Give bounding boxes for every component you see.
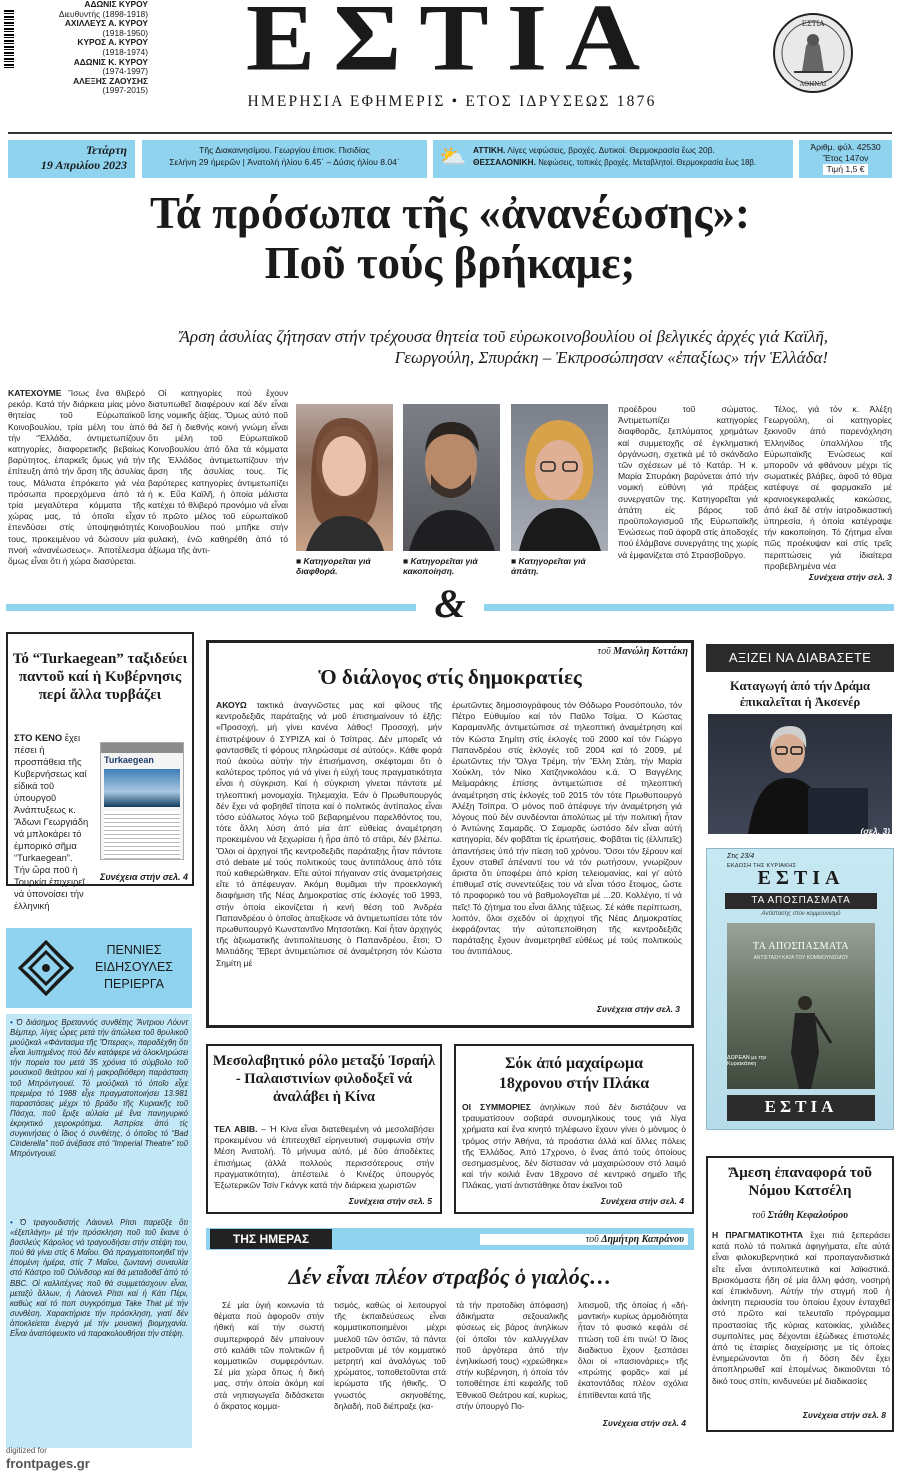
founder-role: Διευθυντής (1898-1918) — [58, 8, 148, 19]
founder-role: (1974-1997) — [102, 66, 148, 77]
moon-text: Σελήνη 29 ἡμερῶν | Ἀνατολή ἡλίου 6.45΄ – Δύσις ἡλίου 8.04΄ — [169, 157, 400, 167]
promo-tagline: ΕΚΔΟΣΗ ΤΗΣ ΚΥΡΙΑΚΗΣ — [727, 863, 797, 869]
promo-free-label: ΔΩΡΕΑΝ με την Κυριακάτικη — [727, 1055, 767, 1067]
lead-headline-2: Ποῦ τούς βρήκαμε; — [264, 238, 636, 288]
tis-imeras-headline: Δέν εἶναι πλέον στραβός ὁ γιαλός… — [288, 1264, 612, 1289]
caption-kaili — [296, 556, 393, 576]
day-label: Τετάρτη — [85, 143, 127, 157]
plaka-continue: Συνέχεια στήν σελ. 4 — [600, 1196, 684, 1206]
tis-imeras-label: ΤΗΣ ΗΜΕΡΑΣ — [232, 1232, 310, 1246]
promo-book — [706, 848, 894, 1130]
katseli-lead: Η ΠΡΑΓΜΑΤΙΚΟΤΗΤΑ — [712, 1230, 804, 1240]
dialogue-byline — [500, 646, 688, 657]
promo-book-title: ΤΑ ΑΠΟΣΠΑΣΜΑΤΑ — [752, 941, 850, 952]
plaka-text — [462, 1102, 686, 1192]
dialogue-col-1 — [216, 700, 442, 1010]
axizei-headline: Καταγωγή ἀπό τήν Δράμα ἐπικαλεῖται ἡ Ἀκσενέρ — [730, 679, 870, 709]
turkaegean-text — [14, 732, 90, 911]
dialogue-author: Μανώλη Κοττάκη — [613, 646, 688, 657]
pennies-title-1: ΠΕΝΝΙΕΣ — [106, 943, 162, 957]
mideast-headline: Μεσολαβητικό ρόλο μεταξύ Ἰσραήλ - Παλαιστινίων φιλοδοξεῖ νά ἀναλάβει ἡ Κίνα — [212, 1053, 436, 1105]
promo-banner: ΤΑ ΑΠΟΣΠΑΣΜΑΤΑ — [751, 895, 851, 906]
pennies-item-2-text: Ὁ τραγουδιστής Λάιονελ Ρίτσι παρεῦξε ὅτι «ἐξεπλάγη» μέ τήν πρόσκληση ποῦ τοῦ ἔκανε ὁ βασιλεύς Κάρολος νά τραγουδήσει στήν στέψη του, πού θά γίνει στίς 6 Μαΐου. Θά πραγματοποιηθεῖ τήν ἑπομένη ἡμέρα, στίς 7 Μαΐου, ζωντανή συναυλία στό Κάστρο τοῦ Οὐίνδσορ καί θά μεταδοθεῖ ἀπό τό BBC. Οἱ καλλιτέχνες ποῦ θά συμμετάσχουν εἶναι, μεταξύ ἄλλων, ἡ Λάιονελ Ρίτσι καί ἡ Κάτι Πέρι, καθώς καί τό ποπ συγκρότημα Take That μέ τήν συνθέση. Χαρακτήρισε τήν πρόσκληση, γιατί δέν ἀποκλείεται ἐνεργά μέ τήν μουσική βιομηχανία. Εἶναι ἀναπόφευκτο νά παρακολουθήσει τήν στέψη. — [10, 1218, 188, 1339]
promo-book-sub: ΑΝΤΙΣΤΑΣΗ ΚΑΤΑ ΤΟΥ ΚΟΜΜΟΥΝΙΣΜΟΥ — [753, 955, 849, 961]
axizei-ref: (σελ. 3) — [860, 826, 890, 836]
masthead-subtitle: ΗΜΕΡΗΣΙΑ ΕΦΗΜΕΡΙΣ • ΕΤΟΣ ΙΔΡΥΣΕΩΣ 1876 — [247, 93, 657, 110]
lead-continue: Συνέχεια στήν σελ. 3 — [808, 572, 892, 582]
soldier-illustration — [775, 993, 835, 1089]
photo-spyraki — [511, 404, 608, 551]
mideast-body: – Ἡ Κίνα εἶναι διατεθειμένη νά μεσολαβήσει προκειμένου νά ἐπιτευχθεῖ εἰρηνευτική συμφωνία στήν Μέση Ἀνατολή. Τό μήνυμα αὐτό, μέ δύο ἀποδέκτες ἐπισήμως (ἀλλά πολλούς περισσότερους στήν πραγματικότητα), ἀπέστειλε ὁ Κινέζος ὑπουργός Ἐξωτερικῶν Τσίν Γκάνγκ κατά τήν διάρκεια χωριστῶν — [214, 1124, 434, 1191]
caption-spyraki-text: Κατηγορεῖται γιά ἀπάτη. — [511, 556, 586, 576]
dialogue-col-1-text: τακτικά ἀναγνῶστες μας καί φίλους τῆς κεντροδεξιᾶς παράταξης νά μοῦ ἐπισημαίνουν τό ἑξῆς: «Προσοχή, μή γίνει κανένα λάθος! Προσοχή, μήν ἐπιστρέψουν ὁ ΣΥΡΙΖΑ καί ὁ Τσίπρας. Δέν μπορεῖς νά φαντασθεῖς τί φόρους πληρώσαμε σέ αὐτούς». Κάθε φορά πού ἀκούω αὐτήν τήν ἐπισήμανση, σκέφτομαι ὅτι ὁ καλύτερος τρόπος γιά νά γίνει ἡ εὐχή τους πραγματικότητα εἶναι ἡ σύγκριση. Καί ἡ σύγκριση γίνεται πάντοτε μέ τηλεοπτική μονομαχία. Τηλεμαχία. Ἐάν ὁ Πρωθυπουργός δέν ἔχει νά φοβηθεῖ τίποτα καί ὁ πολιτικός ἀντίπαλος εἶναι τόσο εὐάλωτος λόγω τοῦ βεβαρημένου παρελθόντος του, τότε ἄλλη λύση ἀπό μία ἀπ' εὐθείας ἀναμέτρηση προκειμένου νά ξεχωρίσει ἡ ἦρα ἀπό τό στάρι, δέν βλέπω. Ὅλοι οἱ ἀρχηγοί τῆς κεντροδεξιᾶς παράταξης ἦταν πάντοτε στό debate μέ τούς πολιτικούς τους ἀντιπάλους ἀπό τότε πού καθιερώθηκαν. Εἴτε αὐτοί πήγαιναν στίς ἀναμετρήσεις εἴτε τό ἀπέφευγαν. Ἀκόμη θυμᾶμαι τήν προεκλογική διαφήμιση τῆς Νέας Δημοκρατίας στίς ἐκλογές τοῦ 1993, στήν ὁποία εἰκονίζεται ἡ κενή θέση τοῦ Ἀνδρέα Παπανδρέου ὁ ὁποῖος ἀπαξίωσε νά ἀντιμετωπίσει τότε τόν πρωθυπουργό Κωνσταντῖνο Μητσοτάκη. Καί ἦταν ἀρχηγός τῆς ἀξιωματικῆς ἀντιπολίτευσης ὁ Παπανδρέου, ἔτσι; Ὁ Μιλτιάδης Ἔβερτ ἀντιμετώπισε σέ ἀναμέτρηση τόν Κώστα Σημίτη μέ — [216, 700, 442, 968]
turkaegean-brochure — [100, 742, 184, 860]
dialogue-col-2: ἐρωτῶντες δημοσιογράφους τόν Θόδωρο Ρουσόπουλο, τόν Πέτρο Εὐθυμίου καί τόν Παῦλο Τσίμα. Ὁ Κώστας Καραμανλῆς ἀντιμετώπισε σέ τηλεοπτική ἀναμέτρηση καί τόν Κώστα Σημίτη στίς ἐκλογές τοῦ 2000 καί τόν Γιώργο Παπανδρέου στίς ἐκλογές τοῦ 2004 καί τό 2009, μέ ἐρωτῶντες τήν Ὄλγα Τρέμη, τήν Ἔλλη Στάη, τήν Μαρία Χούκλη, τόν Νίκο Χατζηνικολάου κ.ά. Ὁ Βαγγέλης Μεϊμαράκης ἐπίσης ἀντιμετώπισε σέ τηλεοπτική ἀναμέτρηση στίς ἐκλογές τοῦ 2015 τόν τότε Πρωθυπουργό Ἀλέξη Τσίπρα. Ὁ μόνος ποῦ ἀπέφυγε τήν ἀναμέτρηση γιά λόγους πού δέν συνδέονται ἀπολύτως μέ τήν πολιτική ἦταν ὁ Ἀντώνης Σαμαρᾶς. Ὁ Σαμαρᾶς ὡστόσο δέν εἶναι αὐτή κατηγορία, δέν φοβᾶται τίς ἐρωτήσεις. Φοβᾶται τίς (ἐλλιπεῖς) ἀπαντήσεις ὑπό τήν πίεση τοῦ χρόνου. Ὅσοι τόν ξέρουν καί ἔχουν σταθεῖ ἀπέναντί του νά τόν ρωτήσουν, γνωρίζουν ἄριστα ὅτι ὑποφέρει ἀπό κρίση τελειομανίας, καί γι' αὐτό ἐπιθυμεῖ στίς συνεντεύξεις του νά εἶναι τόσο ἔτοιμος, ὥστε τό προφορικό του νά βαθμολογεῖται μέ ...20. Κολλέγιο, τί νά πεῖς! Τό ζήτημα του εἶναι ἄλλης τάξεως. Σέ κάθε περίπτωση, λοιπόν, ὅλοι σχεδόν οἱ ἀρχηγοί τῆς Νέας Δημοκρατίας ἐκφράζοντας τήν αὐτοπεποίθηση τῆς κεντροδεξιᾶς παράταξης ἔχουν ἀναμετρηθεῖ εὐθέως μέ τούς πολιτικούς του ἀντιπάλους. — [452, 700, 682, 957]
katseli-author: Στάθη Κεφαλούρου — [767, 1210, 848, 1221]
tis-imeras-byline-prefix: τοῦ — [585, 1234, 599, 1245]
turkaegean-body: ἔχει πέσει ἡ προσπάθεια τῆς Κυβερνήσεως καί εἰδικά τοῦ ὑπουργοῦ Ἀνάπτυξεως κ. Ἄδωνι Γεωργιάδη νά μπλοκάρει τό ἐμπορικό σῆμα “Turkaegean”. Τήν ὥρα ποῦ ἡ Τουρκία ἐπιχειρεῖ νά ὑπονοίσει τήν ἑλληνική — [14, 732, 89, 911]
footer-digitized: digitized for — [6, 1446, 47, 1455]
lead-subhead: Ἄρση ἀσυλίας ζήτησαν στήν τρέχουσα θητεία τοῦ εὐρωκοινοβουλίου οἱ βελγικές ἀρχές γιά Καϊλῆ, Γεωργούλη, Σπυράκη – Ἐκπροσώπησαν «ἐπαξίως» τήν Ἑλλάδα! — [179, 327, 828, 367]
caption-spyraki — [511, 556, 608, 576]
lead-col-3: προέδρου τοῦ σώματος. Ἀντιμετωπίζει κατηγορίες διαφθορᾶς, ξεπλύματος χρημάτων καί συμμετοχῆς σέ ἐγκληματική ὀργάνωση, σχετικά μέ τό σκάνδαλο τῶν σχέσεων μέ τό Κατάρ. Ἡ κ. Μαρία Σπυράκη βαρύνεται ἀπό τήν νομική εὐθύνη γιά πράξεις συνεργατῶν της. Κατηγορεῖται γιά ἀπάτη εἰς βάρος τοῦ προϋπολογισμοῦ τῆς Εὐρωπαϊκῆς Ἑνώσεως ποῦ ἀφορᾶ στίς ἀποδοχές πού ἐλάμβανε συνεργάτης της χωρίς νά ἐμφανίζεται στό Στρασβοῦργο. — [618, 404, 758, 560]
founder-name: ΑΔΩΝΙΣ ΚΥΡΟΥ — [84, 0, 148, 9]
tis-imeras-continue: Συνέχεια στήν σελ. 4 — [602, 1418, 686, 1428]
turkaegean-headline: Τό “Turkaegean” ταξιδεύει παντοῦ καί ἡ Κυβέρνησις περί ἄλλα τυρβάζει — [12, 651, 188, 703]
almanac-box — [142, 140, 427, 178]
year-label: Ἔτος 147ον — [822, 153, 869, 163]
lead-headline-1: Τά πρόσωπα τῆς «ἀνανέωσης»: — [149, 188, 750, 238]
saints-text: Τῆς Διακαινησίμου. Γεωργίου ἐπισκ. Πισιδίας — [199, 145, 370, 155]
caption-georgoulis — [403, 556, 503, 576]
plaka-lead: ΟΙ ΣΥΜΜΟΡΙΕΣ — [462, 1102, 531, 1112]
dialogue-continue: Συνέχεια στήν σελ. 3 — [596, 1004, 680, 1014]
weather-thess: Νεφώσεις, τοπικές βροχές. Μεταβλητοί. Θερμοκρασία ἕως 18β. — [538, 158, 757, 167]
promo-paper-name: ΕΣΤΙΑ — [757, 867, 845, 889]
square-bullet-icon: ■ — [296, 556, 302, 566]
pennies-header — [6, 928, 192, 1008]
katseli-byline-prefix: τοῦ — [752, 1210, 766, 1221]
date-label: 19 Απριλίου 2023 — [40, 158, 127, 172]
lead-col-4: Τέλος, γιά τόν κ. Ἀλέξη Γεωργούλη, οἱ κατηγορίες ξεκινοῦν ἀπό παρενόχληση Ἑλληνίδος ὑπαλλήλου τῆς Εὐρωπαϊκῆς Ἑνώσεως καί μποροῦν νά φθάνουν μέχρι τίς σωματικές βλάβες, ἀφοῦ τό θῦμα κατέφυγε σέ φαρμακεῖο μέ κρανιοεγκεφαλικές κακώσεις, ἀπό ἐκεῖ δέ στήν ἰατροδικαστική ὑπηρεσία, ἡ ὁποία κατέγραψε τήν κακοποίηση. Τό ζήτημα εἶναι πῶς προέκυψαν καί στίς τρεῖς περιπτώσεις γιά ἰδιαίτερα προβεβλημένα νέα — [764, 404, 892, 571]
lead-col1-lead: ΚΑΤΕΧΟΥΜΕ — [8, 388, 62, 398]
turkaegean-lead: ΣΤΟ ΚΕΝΟ — [14, 732, 63, 743]
dialogue-lead: ΑΚΟΥΩ — [216, 700, 247, 710]
ampersand-divider: & — [434, 581, 466, 626]
pennies-item-2 — [10, 1218, 188, 1444]
founder-name: ΚΥΡΟΣ Α. ΚΥΡΟΥ — [77, 37, 148, 48]
tis-imeras-col-1: Σέ μία ὑγιή κοινωνία τά θέματα πού ἀφοροῦν στήν ἠθική καί τήν σωστή συμπεριφορά δέν μπαίνουν στό καλάθι τῶν πολιτικῶν ἤ κομματικῶν συμφερόντων. Σέ μία χώρα ὅπως ἡ δική μας, στήν ὁποία ἀκόμη καί στά νηπιαγωγεῖα διδάσκεται ὁ ἄκρατος κομμα- — [214, 1300, 324, 1411]
top-rule — [8, 132, 892, 134]
dialogue-headline: Ὁ διάλογος στίς δημοκρατίες — [318, 665, 582, 689]
photo-kaili — [296, 404, 393, 551]
pennies-title-2: ΕΙΔΗΣΟΥΛΕΣ — [94, 960, 174, 974]
ornament-icon — [16, 938, 76, 998]
seal-logo — [772, 12, 854, 94]
brochure-label: Turkaegean — [104, 755, 154, 765]
partly-cloudy-icon: ⛅ — [439, 144, 467, 169]
katseli-byline — [714, 1210, 886, 1221]
promo-date: Στις 23/4 — [727, 853, 755, 860]
mideast-lead: ΤΕΛ ΑΒΙΒ. — [214, 1124, 258, 1134]
pennies-item-1 — [10, 1018, 188, 1214]
tis-imeras-col-3: τά τήν προτοδίκη ἀπόφαση) ἀδικήματα σεξουαλικῆς φύσεως εἰς βάρος ἀνηλίκων (οἱ ὁποῖοι τόν καλλιγγέλαν ποῦ ἀργότερα ἀπό τήν ἐνηλικίωσή τους) «χρεώθηκε» στήν κυβέρνηση, ἡ ὁποία τόν τοποθέτησε ἐπί κεφαλῆς τοῦ Ἐθνικοῦ Θεάτρου καί, κυρίως, στήν ὑπουργό Πο- — [456, 1300, 568, 1411]
promo-subtitle: Αντίστασης στον κομμουνισμό — [761, 911, 841, 917]
founder-name: ΑΛΕΞΗΣ ΖΑΟΥΣΗΣ — [73, 75, 148, 86]
mideast-continue: Συνέχεια στήν σελ. 5 — [348, 1196, 432, 1206]
tis-imeras-col-2: τισμός, καθώς οἱ λειτουργοί τῆς ἐκπαιδεύσεως εἶναι κομματικοποιημένοι μέχρι μυελοῦ τῶν ὀστῶν, τά πάντα μετροῦνται μέ τόν κομματικό μετρητή καί ἀναλόγως τοῦ χρώματος, τοποθετοῦνται στά ἱερώματα τῆς ἠθικῆς. Ὁ γνωστός σκηνοθέτης, δηλαδή, ποῦ διέπραξε (κα- — [334, 1300, 446, 1411]
founder-name: ΑΔΩΝΙΣ Κ. ΚΥΡΟΥ — [73, 56, 148, 67]
square-bullet-icon: ■ — [511, 556, 517, 566]
square-bullet-icon: ■ — [403, 556, 409, 566]
founder-role: (1997-2015) — [102, 85, 148, 96]
pennies-title-3: ΠΕΡΙΕΡΓΑ — [104, 977, 164, 991]
founders-list — [8, 0, 148, 96]
lead-col1-text: Ἴσως ἕνα θλιβερό ρεκόρ. Κατά τήν διάρκεια μίας μόνο θητείας τοῦ Εὐρωπαϊκοῦ Κοινοβουλίου, τρία μέλη του ἀπό τήν “Ἑλλάδα, ἀντιμετωπίζουν κατηγορίες, διαφορετικῆς βεβαίως βαρύτητος, ἐπαρκεῖς ὅμως γιά τήν ἐπίτευξη ἀπό τήν ἄρση τῆς ἀσυλίας τους. Μάλιστα ἐπρόκειτο γιά νέα πρόσωπα προερχόμενα ἀπό τά τρία μεγαλύτερα κόμματα τῆς χώρας μας, τά ὁποῖα εἶχαν ἐπενδύσει στίς ὑποψηφιότητές τους, προκειμένου νά δώσουν μία πνοή «ἀνανέωσεως». Ἀποτέλεσμα ὅμως εἶναι ὅτι ἡ χώρα διασύρεται. — [8, 388, 145, 567]
issue-box — [799, 140, 892, 178]
axizei-header: ΑΞΙΖΕΙ ΝΑ ΔΙΑΒΑΣΕΤΕ — [728, 650, 872, 665]
tis-imeras-author: Δημήτρη Καπράνου — [601, 1234, 684, 1245]
plaka-body: ἀνηλίκων πού δέν διστάζουν να τραυματίσουν σοβαρά συνομηλίκους τους γιά λίγα χρήματα καί ἕνα κινητό τηλέφωνο ἔχουν γίνει ὁ μόνιμος ὁ τρόμος στήν Ἀθήνα, τά προάστια ἀλλά καί ἄλλες πόλεις τῆς Ἑλλάδος. Ἀπό 17χρονο, ὁ ἕνας ἀπό τούς ὁποίους σεσημασμένος, δέν δίστασαν νά μαχαιρώσουν στό λαιμό καί τήν κοιλιά ἕναν 18χρονο σέ κεντρικό σημεῖο τῆς Πλάκας, γιατί ἀντιστάθηκε ὅταν ἐκεῖνοι τοῦ — [462, 1102, 686, 1191]
mideast-text — [214, 1124, 434, 1192]
masthead-title: ΕΣΤΙΑ — [245, 0, 659, 91]
lead-col-1 — [8, 388, 145, 582]
pennies-title — [82, 942, 186, 993]
svg-text:ΑΘΗΝΑΙ: ΑΘΗΝΑΙ — [799, 81, 827, 88]
katseli-continue: Συνέχεια στήν σελ. 8 — [802, 1410, 886, 1420]
katseli-body: ἔχει πιά ξεπεράσει κατά πολύ τά πολιτικά ἀφηγήματα, εἴτε αὐτά εἶναι φιλοκυβερνητικά καί προπαγανδιστικά εἴτε εἶναι ἀντιπολιτευτικά καί λαϊκιστικά. Βρισκόμαστε ἤδη σέ μία ἄλλη φάση, νοσηρή καί ἐπικίνδυνη. Αὐτήν τήν στιγμή ποῦ ἡ ἀκίνητη περιουσία του ὁποίου ἔχουν ἐνταχθεῖ στό πρῶτο καί τελευταῖο πρόγραμμα προστασίας τῆς κύριας κατοικίας, χιλιάδες συμπολίτες μας δέχονται ἐξώδικες ἐπιστολές ἀπό τις ἑταιρίες διαχείρισης με τίς ὁποίες ἐνημερώνονται ὅτι ἡ δόση δέν ἔχει ἀποπληρωθεῖ καί ἐπομένως δικαιοῦνται τό δικό τους σπίτι, κινδυνεύει μέ διαδικασίες — [712, 1230, 890, 1386]
price-label: Τιμή 1,5 € — [823, 164, 867, 175]
caption-kaili-text: Κατηγορεῖται γιά διαφθορά. — [296, 556, 371, 576]
weather-attica-label: ΑΤΤΙΚΗ. — [473, 145, 506, 155]
divider-bar-left — [6, 604, 416, 611]
tis-imeras-byline — [480, 1234, 688, 1245]
weather-attica: Λίγες νεφώσεις, βροχές. Δυτικοί. Θερμοκρασία ἕως 20β. — [507, 145, 715, 155]
photo-aksener — [708, 714, 892, 834]
photo-georgoulis — [403, 404, 500, 551]
pennies-bullet: • — [10, 1218, 13, 1227]
pennies-bullet: • — [10, 1018, 13, 1027]
issue-number: Ἀριθμ. φύλ. 42530 — [810, 142, 881, 152]
svg-text:ΕΣΤΙΑ: ΕΣΤΙΑ — [801, 20, 825, 28]
footer-site: frontpages.gr — [6, 1456, 90, 1471]
katseli-text — [712, 1230, 890, 1406]
date-box — [8, 140, 135, 178]
founder-role: (1918-1950) — [102, 27, 148, 38]
plaka-headline: Σόκ ἀπό μαχαίρωμα 18χρονου στήν Πλάκα — [498, 1055, 650, 1092]
katseli-headline: Ἄμεση ἐπαναφορά τοῦ Νόμου Κατσέλη — [728, 1165, 872, 1199]
lead-col-2: Οἱ κατηγορίες πού ἔχουν διατυπωθεῖ διαφέρουν καί δέν εἶναι ἴσης νομικῆς ἀξίας. Ὅμως αὐτό ποῦ θά δεῖ ἡ διεθνής κοινή γνώμη εἶναι ὅτι μέλη τοῦ Εὐρωπαϊκοῦ Κοινοβουλίου ἀπό ὅλα τά κόμματα τῆς Ἑλλάδος ἀντιμετωπίζουν τήν ἄρση τῆς ἀσυλίας τους. Τίς βαρύτερες κατηγορίες ἀντιμετωπίζει ἡ κ. Εὔα Καϊλῆ, ἡ ὁποία μάλιστα κατέχει τό θλιβερό προνόμιο νά εἶναι τό πρῶτο μέλος τοῦ εὐρωπαϊκοῦ Κοινοβουλίου πού μπῆκε στήν φυλακή, ἐνῶ καθηρέθη ἀπό τό ἀξίωμα τῆς ἀντι- — [148, 388, 288, 555]
founder-role: (1918-1974) — [102, 46, 148, 57]
caption-georgoulis-text: Κατηγορεῖται γιά κακοποίηση. — [403, 556, 478, 576]
weather-box — [433, 140, 793, 178]
turkaegean-continue: Συνέχεια στήν σελ. 4 — [100, 872, 188, 882]
divider-bar-right — [484, 604, 894, 611]
tis-imeras-col-4: λιτισμοῦ, τῆς ὁποίας ἡ «δή-μαντική» κυρίως ἀρμοδιότητα ἦταν τό φυσικό κεφάλι σέ πτώση τοῦ ἐπι τινώ! Ὁ ἴδιος διαδικτυο ἔχουν ξεσπάσει ὅλοι οἱ «πασιονάριες» τῆς «πρώτης φορᾶς» καί μέ ἑκατοντάδας πλέον σχόλια ἐπιτίθενται κατά τῆς — [578, 1300, 688, 1400]
founder-name: ΑΧΙΛΛΕΥΣ Α. ΚΥΡΟΥ — [64, 18, 148, 29]
pennies-item-1-text: Ὁ διάσημος Βρεταννός συνθέτης Ἄντριου Λόυντ Βέμπερ, λίγες ὧρες μετά τήν ἀπώλεια τοῦ θρυλικοῦ μιούζικαλ «Φάντασμα τῆς Ὄπερας», παραδέχθη ὅτι εἶναι λυπημένος πού δέν κατάφερε νά ὁλοκληρώσει τήν πορεία του μετά 35 χρόνια τό σύμβολο τοῦ μουσικοῦ θεάτρου καί ἡ μακροβιόθερη παράσταση τοῦ Μπρόντγουεϊ. Τό μιούζικαλ τό ὁποῖο εἶχε πρεμιέρα τό 1988 εἶχε πραγματοποιήσει 13.981 παραστάσεις μέχρι τό βράδυ τῆς Κυριακῆς τοῦ Πάσχα, ποῦ ἔριξε αὐλαία μέ ἕνα πανηγυρικό ἐκρηκτικό χειροκρότημα. Ἀσπρίσε ἀπό τίς συγκινήσεις ὁ ἴδιος ὁ συνθέτης, ὁ ὁποῖος τό “Bad Cinderella” ποῦ ἀνέβασε στό “Imperial Theatre” τοῦ Μπρόντγουεϊ. — [10, 1018, 189, 1159]
dialogue-byline-prefix: τοῦ — [597, 646, 611, 657]
weather-thess-label: ΘΕΣΣΑΛΟΝΙΚΗ. — [473, 157, 536, 167]
promo-footer-name: ΕΣΤΙΑ — [764, 1097, 838, 1116]
